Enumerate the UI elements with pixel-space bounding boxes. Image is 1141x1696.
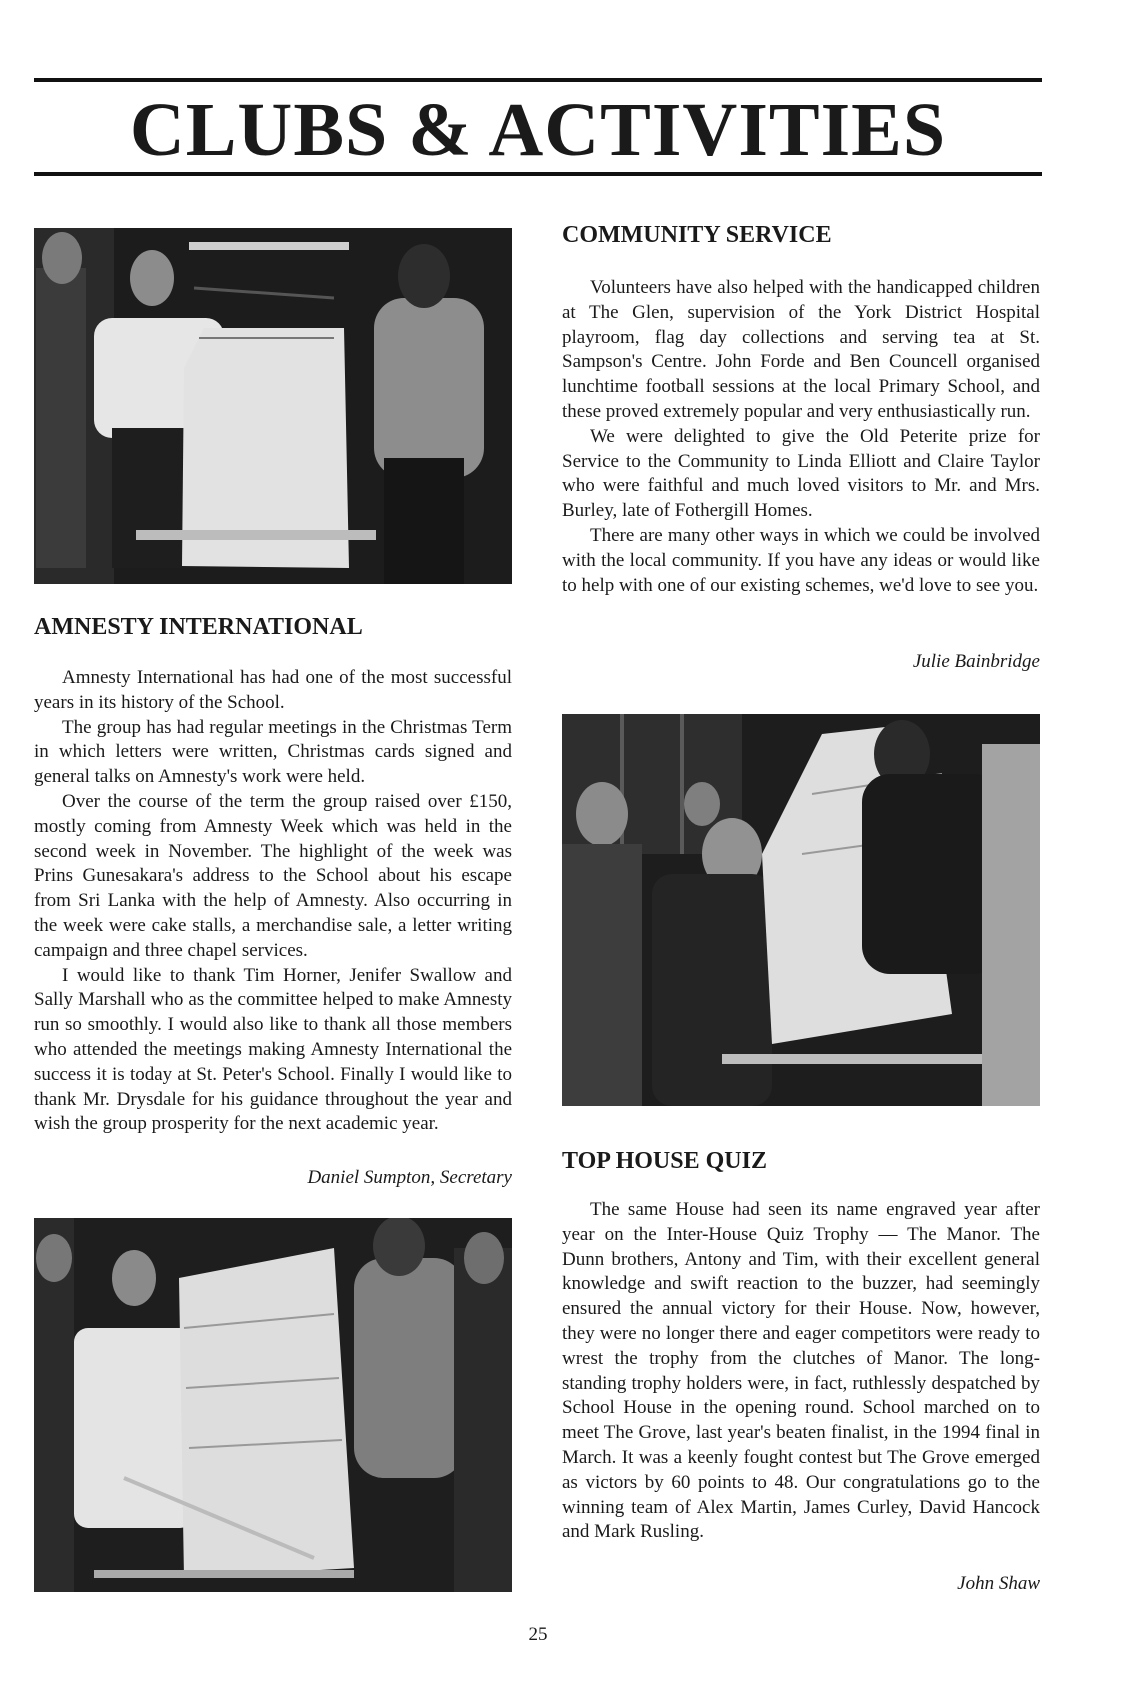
page-title: CLUBS & ACTIVITIES [129,88,947,172]
amnesty-body [34,666,512,1137]
quiz-signature: John Shaw [957,1573,1040,1594]
community-heading: COMMUNITY SERVICE [562,222,832,248]
quiz-body [562,1198,1040,1545]
page-number: 25 [528,1624,548,1645]
photo-students-with-board [34,228,512,584]
bottom-rule [34,172,1042,176]
quiz-paragraph: The same House had seen its name engraved year after year on the Inter-House Quiz Trophy — The Manor. The Dunn brothers, Antony and Tim, with their excellent general knowledge and swift reaction to the buzzer, had seemingly ensured the annual victory for their House. Now, however, they were no longer there and eager competitors were ready to wrest the trophy from the clutches of Manor. The long-standing trophy holders were, in fact, ruthlessly despatched by School House in the opening round. School marched on to meet The Grove, last year's beaten finalist, in the 1994 final in March. It was a keenly fought contest but The Grove emerged as victors by 60 points to 48. Our congratulations go to the winning team of Alex Martin, James Curley, David Hancock and Mark Rusling. [562,1199,1040,1543]
amnesty-signature: Daniel Sumpton, Secretary [307,1167,512,1188]
amnesty-paragraph: Over the course of the term the group raised over £150, mostly coming from Amnesty Week which was held in the second week in November. The highlight of the week was Prins Gunesakara's address to the School about his escape from Sri Lanka with the help of Amnesty. Also occurring in the week were cake stalls, a merchandise sale, a letter writing campaign and three chapel services. [34,790,512,961]
community-signature: Julie Bainbridge [912,651,1040,672]
amnesty-paragraph: Amnesty International has had one of the most successful years in its history of the School. [34,667,512,713]
quiz-heading: TOP HOUSE QUIZ [562,1148,767,1174]
community-paragraph: There are many other ways in which we could be involved with the local community. If you have any ideas or would like to help with one of our existing schemes, we'd love to see you. [562,524,1040,596]
amnesty-heading: AMNESTY INTERNATIONAL [34,614,363,640]
top-rule [34,78,1042,82]
community-body [562,276,1040,598]
community-paragraph: We were delighted to give the Old Peterite prize for Service to the Community to Linda Elliott and Claire Taylor who were faithful and much loved visitors to Mr. and Mrs. Burley, late of Fothergill Homes. [562,425,1040,522]
photo-students-quiz-board [562,714,1040,1106]
photo-students-at-board-2 [34,1218,512,1592]
amnesty-paragraph: I would like to thank Tim Horner, Jenifer Swallow and Sally Marshall who as the committee helped to make Amnesty run so smoothly. I would also like to thank all those members who attended the meetings making Amnesty International the success it is today at St. Peter's School. Finally I would like to thank Mr. Drysdale for his guidance throughout the year and wish the group prosperity for the next academic year. [34,964,512,1135]
amnesty-paragraph: The group has had regular meetings in the Christmas Term in which letters were written, Christmas cards signed and general talks on Amnesty's work were held. [34,716,512,788]
community-paragraph: Volunteers have also helped with the handicapped children at The Glen, supervision of the York District Hospital playroom, flag day collections and serving tea at St. Sampson's Centre. John Forde and Ben Councell organised lunchtime football sessions at the local Primary School, and these proved extremely popular and very enthusiastically run. [562,277,1040,422]
